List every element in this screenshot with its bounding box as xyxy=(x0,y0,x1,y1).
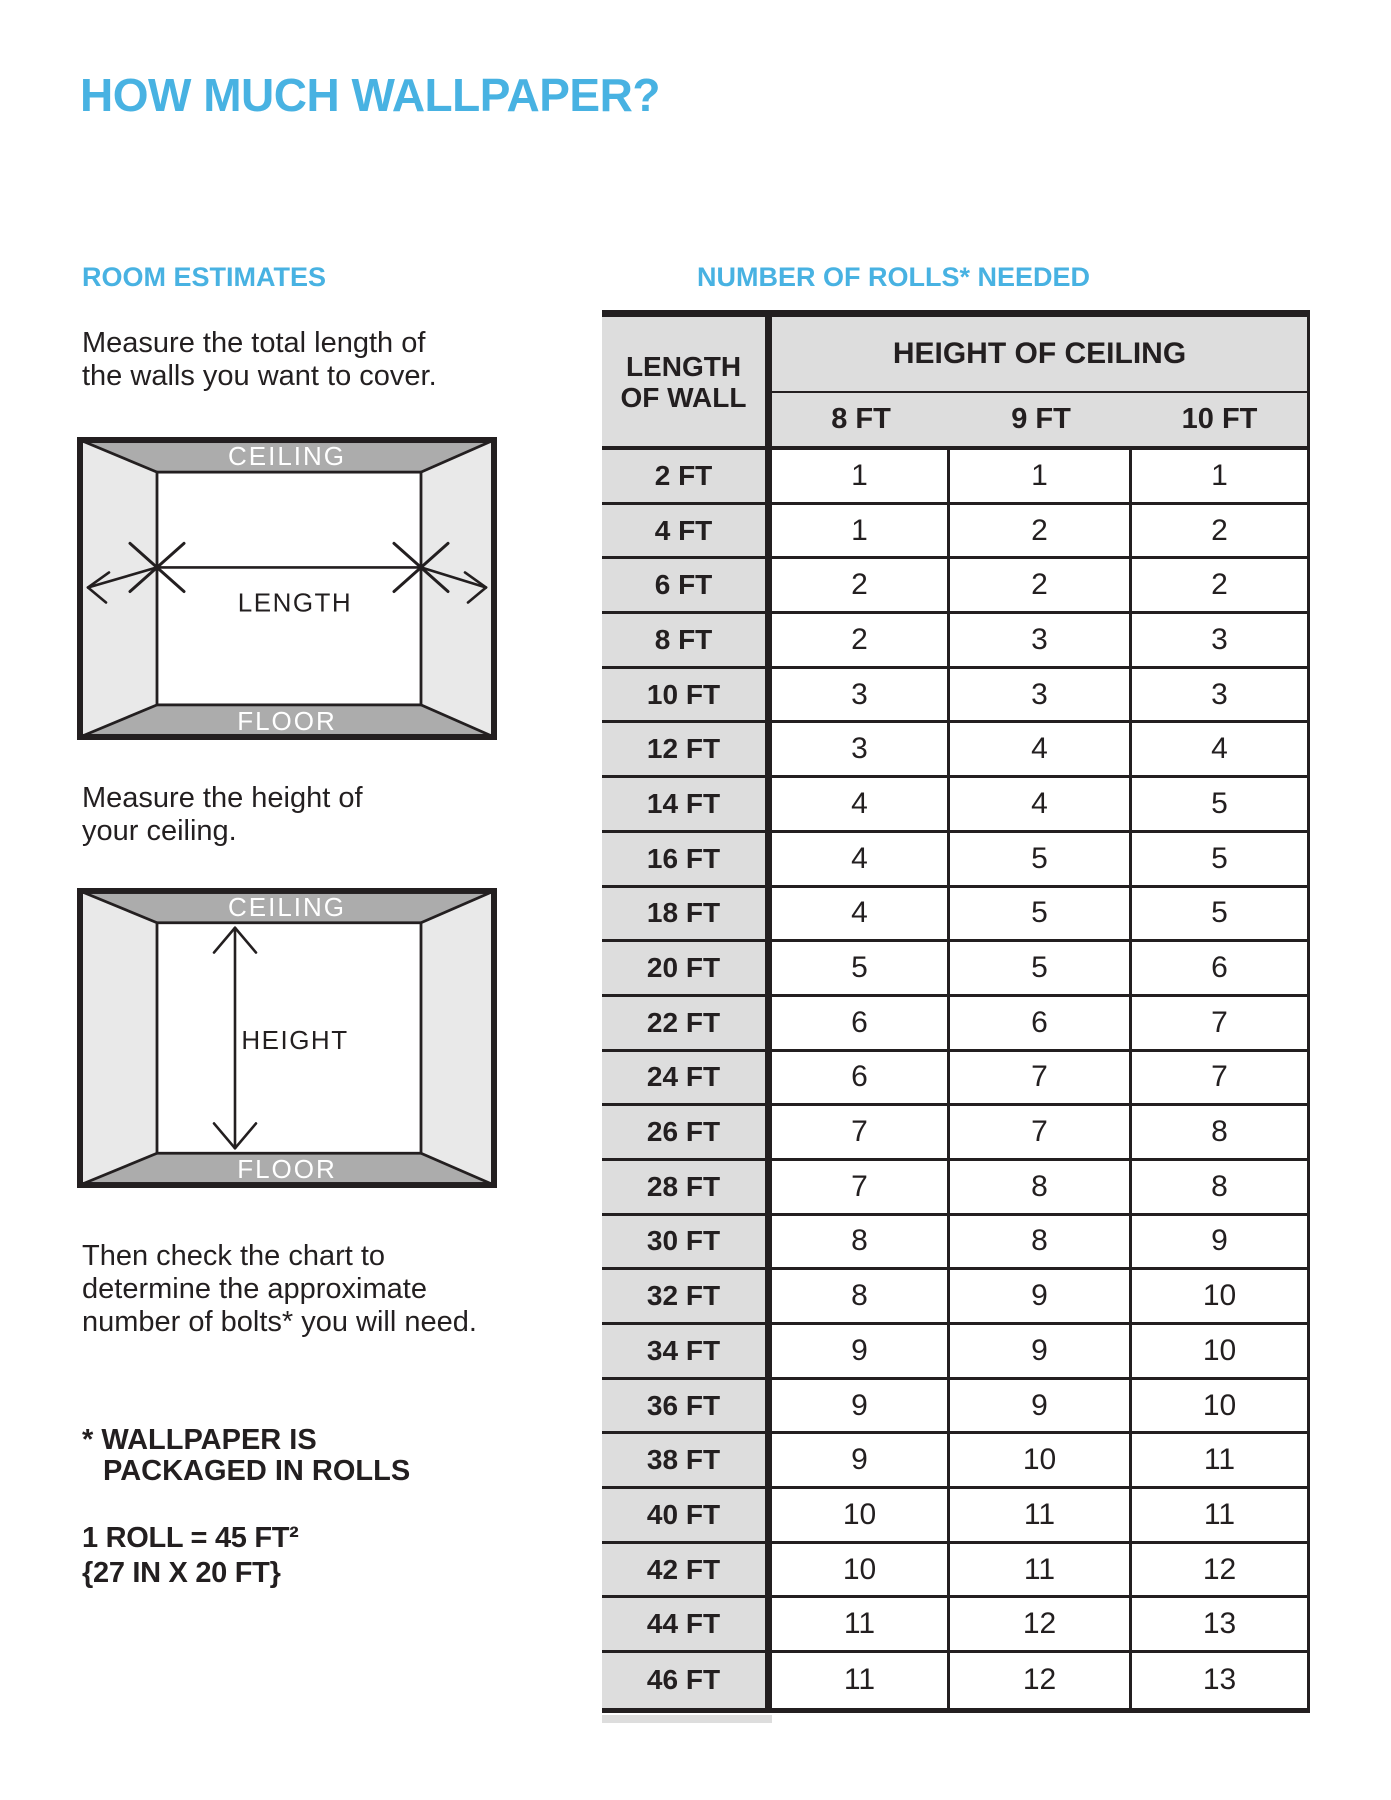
cell-value: 7 xyxy=(1132,997,1307,1052)
cell-value: 8 xyxy=(1132,1106,1307,1161)
cell-value: 2 xyxy=(772,559,950,614)
cell-value: 10 xyxy=(772,1544,950,1599)
cell-value: 2 xyxy=(950,505,1132,560)
cell-value: 6 xyxy=(1132,942,1307,997)
cell-value: 5 xyxy=(1132,833,1307,888)
cell-value: 10 xyxy=(1132,1325,1307,1380)
cell-value: 10 xyxy=(772,1489,950,1544)
cell-value: 6 xyxy=(950,997,1132,1052)
cell-value: 13 xyxy=(1132,1653,1307,1708)
cell-value: 4 xyxy=(772,778,950,833)
cell-value: 11 xyxy=(1132,1434,1307,1489)
cell-value: 7 xyxy=(1132,1052,1307,1107)
cell-value: 3 xyxy=(1132,669,1307,724)
row-label-26-ft: 26 FT xyxy=(602,1106,772,1161)
cell-value: 6 xyxy=(772,1052,950,1107)
roll-size-info xyxy=(82,1521,299,1591)
cell-value: 9 xyxy=(950,1270,1132,1325)
cell-value: 13 xyxy=(1132,1598,1307,1653)
floor-label: FLOOR xyxy=(237,705,337,736)
group-header-height-of-ceiling: HEIGHT OF CEILING xyxy=(772,317,1307,393)
cell-value: 3 xyxy=(950,669,1132,724)
row-label-38-ft: 38 FT xyxy=(602,1434,772,1489)
roll-size-line: 1 ROLL = 45 FT² xyxy=(82,1522,299,1554)
row-label-12-ft: 12 FT xyxy=(602,723,772,778)
row-label-28-ft: 28 FT xyxy=(602,1161,772,1216)
left-wall xyxy=(80,440,157,737)
cell-value: 4 xyxy=(950,778,1132,833)
cell-value: 9 xyxy=(772,1380,950,1435)
cell-value: 11 xyxy=(950,1489,1132,1544)
cell-value: 3 xyxy=(1132,614,1307,669)
footnote-line: PACKAGED IN ROLLS xyxy=(103,1455,411,1487)
table-bottom-stub xyxy=(602,1715,772,1723)
cell-value: 1 xyxy=(1132,450,1307,505)
cell-value: 5 xyxy=(772,942,950,997)
cell-value: 9 xyxy=(1132,1216,1307,1271)
cell-value: 8 xyxy=(772,1270,950,1325)
cell-value: 5 xyxy=(950,833,1132,888)
instruction-measure-length xyxy=(82,327,437,393)
row-label-46-ft: 46 FT xyxy=(602,1653,772,1708)
cell-value: 5 xyxy=(950,888,1132,943)
cell-value: 8 xyxy=(950,1216,1132,1271)
row-label-32-ft: 32 FT xyxy=(602,1270,772,1325)
cell-value: 7 xyxy=(772,1106,950,1161)
row-label-44-ft: 44 FT xyxy=(602,1598,772,1653)
cell-value: 8 xyxy=(1132,1161,1307,1216)
column-header-line: OF WALL xyxy=(620,381,747,413)
sub-header-8ft: 8 FT xyxy=(772,393,950,450)
ceiling-label: CEILING xyxy=(228,893,346,922)
cell-value: 3 xyxy=(772,669,950,724)
cell-value: 11 xyxy=(772,1598,950,1653)
cell-value: 10 xyxy=(1132,1380,1307,1435)
row-label-20-ft: 20 FT xyxy=(602,942,772,997)
instruction-line: determine the approximate xyxy=(82,1273,427,1305)
cell-value: 9 xyxy=(950,1325,1132,1380)
room-estimates-heading: ROOM ESTIMATES xyxy=(82,262,327,292)
cell-value: 9 xyxy=(950,1380,1132,1435)
cell-value: 7 xyxy=(950,1052,1132,1107)
instruction-line: your ceiling. xyxy=(82,815,237,847)
row-label-24-ft: 24 FT xyxy=(602,1052,772,1107)
cell-value: 10 xyxy=(950,1434,1132,1489)
cell-value: 5 xyxy=(1132,888,1307,943)
cell-value: 2 xyxy=(772,614,950,669)
cell-value: 2 xyxy=(1132,559,1307,614)
cell-value: 1 xyxy=(950,450,1132,505)
cell-value: 10 xyxy=(1132,1270,1307,1325)
room-length-diagram xyxy=(77,437,497,740)
footnote-line: * WALLPAPER IS xyxy=(82,1424,317,1456)
row-label-34-ft: 34 FT xyxy=(602,1325,772,1380)
instruction-measure-height xyxy=(82,782,363,848)
ceiling-label: CEILING xyxy=(228,441,346,472)
cell-value: 12 xyxy=(950,1653,1132,1708)
floor-label: FLOOR xyxy=(237,1156,337,1185)
cell-value: 1 xyxy=(772,505,950,560)
cell-value: 2 xyxy=(1132,505,1307,560)
cell-value: 4 xyxy=(950,723,1132,778)
cell-value: 7 xyxy=(772,1161,950,1216)
rolls-needed-heading: NUMBER OF ROLLS* NEEDED xyxy=(697,262,1091,292)
rolls-needed-table xyxy=(602,310,1310,1713)
cell-value: 7 xyxy=(950,1106,1132,1161)
left-wall xyxy=(80,891,157,1185)
roll-size-line: {27 IN X 20 FT} xyxy=(82,1557,281,1589)
cell-value: 4 xyxy=(1132,723,1307,778)
instruction-check-chart xyxy=(82,1240,477,1339)
cell-value: 5 xyxy=(1132,778,1307,833)
row-label-4-ft: 4 FT xyxy=(602,505,772,560)
cell-value: 8 xyxy=(772,1216,950,1271)
instruction-line: number of bolts* you will need. xyxy=(82,1306,477,1338)
cell-value: 3 xyxy=(950,614,1132,669)
cell-value: 11 xyxy=(772,1653,950,1708)
instruction-line: Then check the chart to xyxy=(82,1240,386,1272)
cell-value: 2 xyxy=(950,559,1132,614)
cell-value: 6 xyxy=(772,997,950,1052)
row-label-36-ft: 36 FT xyxy=(602,1380,772,1435)
cell-value: 12 xyxy=(950,1598,1132,1653)
row-label-6-ft: 6 FT xyxy=(602,559,772,614)
cell-value: 9 xyxy=(772,1325,950,1380)
cell-value: 11 xyxy=(950,1544,1132,1599)
sub-header-9ft: 9 FT xyxy=(950,393,1132,450)
row-label-10-ft: 10 FT xyxy=(602,669,772,724)
cell-value: 12 xyxy=(1132,1544,1307,1599)
cell-value: 5 xyxy=(950,942,1132,997)
cell-value: 11 xyxy=(1132,1489,1307,1544)
cell-value: 1 xyxy=(772,450,950,505)
row-label-22-ft: 22 FT xyxy=(602,997,772,1052)
instruction-line: Measure the height of xyxy=(82,782,363,814)
page-title: HOW MUCH WALLPAPER? xyxy=(80,69,660,121)
row-label-18-ft: 18 FT xyxy=(602,888,772,943)
row-label-16-ft: 16 FT xyxy=(602,833,772,888)
height-label: HEIGHT xyxy=(241,1027,349,1055)
cell-value: 9 xyxy=(772,1434,950,1489)
row-label-14-ft: 14 FT xyxy=(602,778,772,833)
row-label-8-ft: 8 FT xyxy=(602,614,772,669)
wallpaper-rolls-footnote xyxy=(82,1425,410,1487)
cell-value: 8 xyxy=(950,1161,1132,1216)
length-label: LENGTH xyxy=(237,587,353,618)
column-header-line: LENGTH xyxy=(625,350,742,382)
cell-value: 4 xyxy=(772,888,950,943)
row-label-42-ft: 42 FT xyxy=(602,1544,772,1599)
column-header-length-of-wall xyxy=(602,317,772,450)
sub-header-10ft: 10 FT xyxy=(1132,393,1307,450)
right-wall xyxy=(421,891,494,1185)
room-height-diagram xyxy=(77,888,497,1188)
cell-value: 3 xyxy=(772,723,950,778)
row-label-30-ft: 30 FT xyxy=(602,1216,772,1271)
cell-value: 4 xyxy=(772,833,950,888)
row-label-40-ft: 40 FT xyxy=(602,1489,772,1544)
row-label-2-ft: 2 FT xyxy=(602,450,772,505)
instruction-line: Measure the total length of xyxy=(82,327,426,359)
instruction-line: the walls you want to cover. xyxy=(82,360,437,392)
